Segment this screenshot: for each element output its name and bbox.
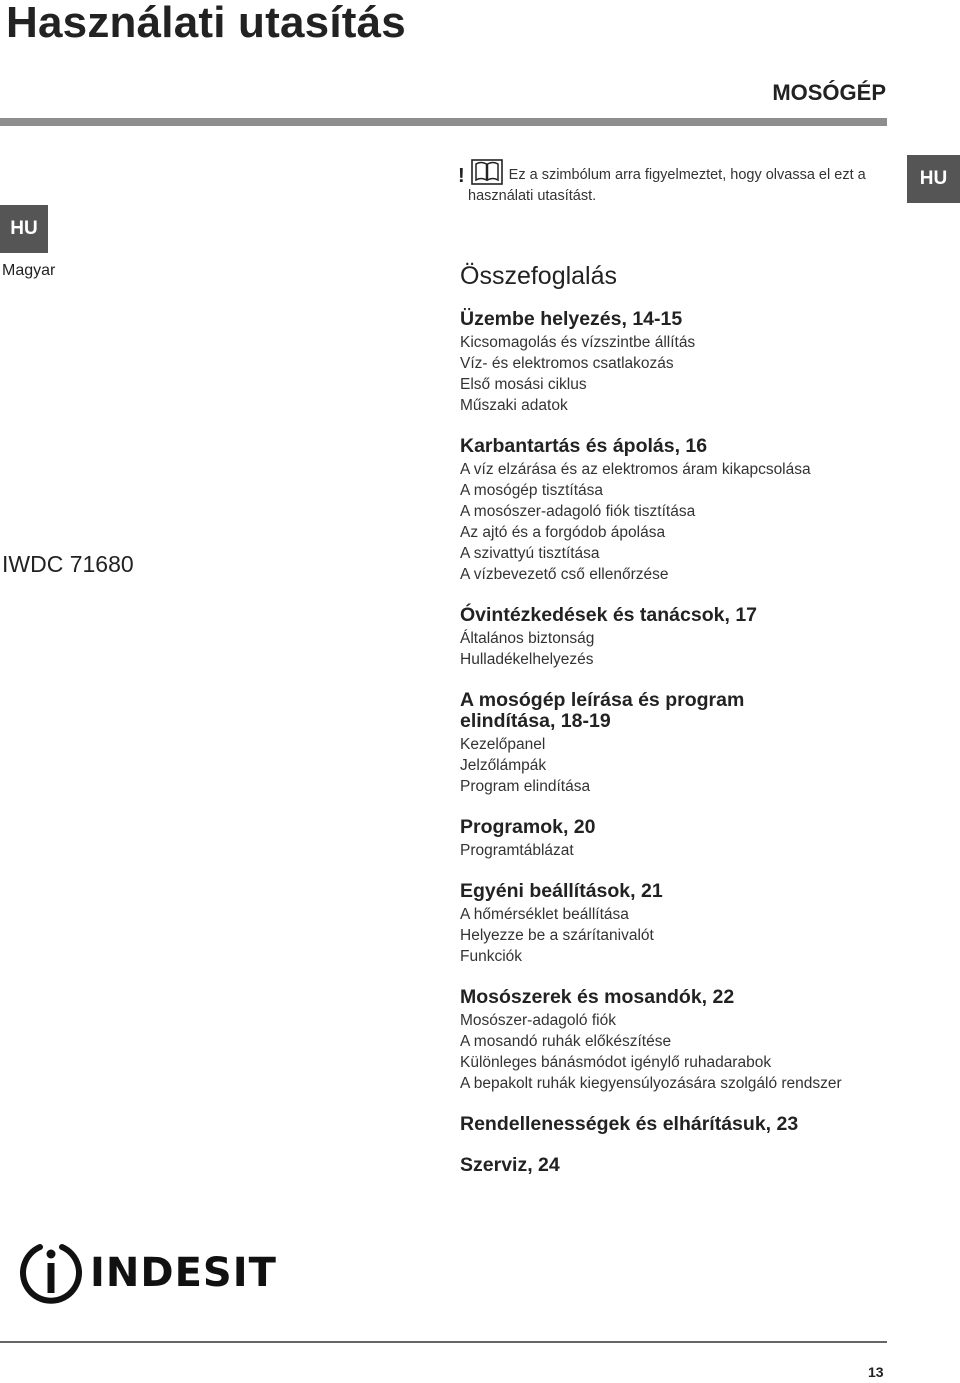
model-number: IWDC 71680 — [2, 551, 134, 577]
book-icon — [471, 158, 503, 186]
page-number: 13 — [868, 1364, 884, 1380]
toc-item: A vízbevezető cső ellenőrzése — [460, 566, 669, 583]
toc-section-title: A mosógép leírása és program elindítása, 18-19 — [460, 689, 745, 732]
toc-item: Helyezze be a szárítanivalót — [460, 927, 654, 944]
toc-sections — [460, 309, 930, 1176]
toc-item: Mosószer-adagoló fiók — [460, 1012, 616, 1029]
footer-divider — [0, 1341, 887, 1343]
toc-section — [460, 690, 930, 797]
toc-section-title: Óvintézkedések és tanácsok, 17 — [460, 604, 758, 626]
toc-section-title: Üzembe helyezés, 14-15 — [460, 308, 683, 330]
toc-item: A szivattyú tisztítása — [460, 545, 600, 562]
document-subtitle: MOSÓGÉP — [772, 80, 886, 105]
table-of-contents — [460, 262, 930, 1196]
indesit-logo-icon — [20, 1240, 82, 1306]
brand-logo — [20, 1240, 277, 1306]
toc-section — [460, 881, 930, 967]
header-divider — [0, 118, 887, 126]
toc-heading: Összefoglalás — [460, 262, 618, 290]
toc-section — [460, 309, 930, 416]
toc-item: Kicsomagolás és vízszintbe állítás — [460, 334, 696, 351]
toc-section-title: Szerviz, 24 — [460, 1154, 560, 1176]
toc-item: Műszaki adatok — [460, 397, 568, 414]
toc-section — [460, 817, 930, 861]
exclamation-mark: ! — [458, 165, 465, 187]
toc-item: Általános biztonság — [460, 630, 595, 647]
toc-section-title: Programok, 20 — [460, 816, 596, 838]
toc-item: Program elindítása — [460, 778, 591, 795]
toc-item: Kezelőpanel — [460, 736, 546, 753]
notice-text-line-1: Ez a szimbólum arra figyelmeztet, hogy olvassa el ezt a — [508, 167, 866, 183]
toc-item: Funkciók — [460, 948, 523, 965]
toc-section-title: Karbantartás és ápolás, 16 — [460, 435, 708, 457]
notice-text-line-2: használati utasítást. — [468, 188, 597, 204]
toc-item: A hőmérséklet beállítása — [460, 906, 629, 923]
toc-item: Víz- és elektromos csatlakozás — [460, 355, 674, 372]
document-title: Használati utasítás — [6, 0, 406, 47]
toc-section — [460, 1114, 930, 1135]
toc-item: A mosandó ruhák előkészítése — [460, 1033, 672, 1050]
toc-item: Különleges bánásmódot igénylő ruhadarabok — [460, 1054, 772, 1071]
toc-item: A bepakolt ruhák kiegyensúlyozására szolgáló rendszer — [460, 1075, 842, 1092]
language-name: Magyar — [2, 262, 56, 279]
toc-section — [460, 1155, 930, 1176]
brand-logo-text: INDESIT — [90, 1250, 277, 1296]
language-tab-left: HU — [0, 205, 48, 253]
toc-section — [460, 605, 930, 670]
toc-item: Jelzőlámpák — [460, 757, 547, 774]
toc-item: A víz elzárása és az elektromos áram kikapcsolása — [460, 461, 811, 478]
toc-section — [460, 436, 930, 585]
toc-section-title: Rendellenességek és elhárításuk, 23 — [460, 1113, 799, 1135]
language-tab-right: HU — [907, 155, 960, 203]
toc-section-title: Egyéni beállítások, 21 — [460, 880, 663, 902]
toc-item: Az ajtó és a forgódob ápolása — [460, 524, 666, 541]
notice-line-1 — [458, 158, 878, 186]
toc-section-title: Mosószerek és mosandók, 22 — [460, 986, 735, 1008]
toc-section — [460, 987, 930, 1094]
toc-item: Programtáblázat — [460, 842, 574, 859]
toc-item: Első mosási ciklus — [460, 376, 587, 393]
toc-item: Hulladékelhelyezés — [460, 651, 594, 668]
toc-item: A mosógép tisztítása — [460, 482, 604, 499]
toc-item: A mosószer-adagoló fiók tisztítása — [460, 503, 696, 520]
read-manual-notice — [458, 158, 878, 207]
